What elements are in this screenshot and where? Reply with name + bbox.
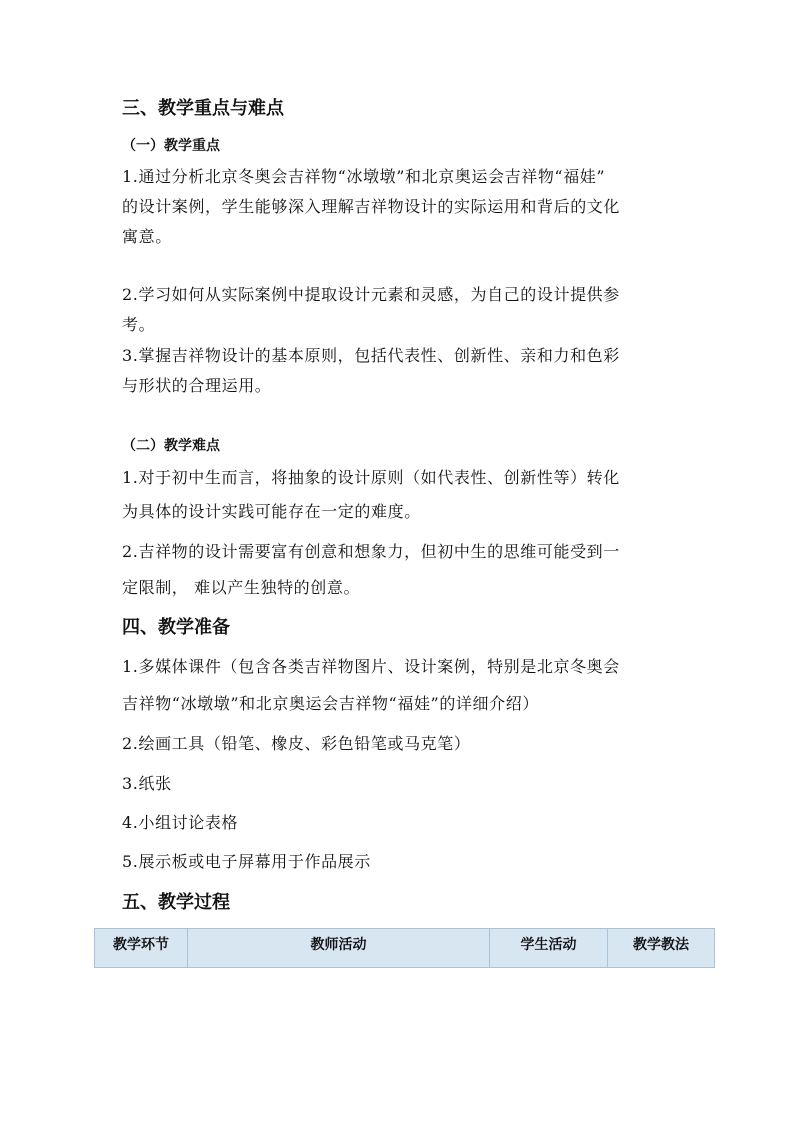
table-header-stage: 教学环节 — [95, 929, 188, 967]
key-point-line-7: 与形状的合理运用。 — [122, 376, 272, 395]
prep-line-3: 2.绘画工具（铅笔、橡皮、彩色铅笔或马克笔） — [122, 734, 471, 753]
subsection-title-key-points: （一）教学重点 — [122, 138, 220, 154]
difficulty-line-2: 为具体的设计实践可能存在一定的难度。 — [122, 502, 421, 521]
key-point-line-3: 寓意。 — [122, 227, 172, 246]
prep-line-1: 1.多媒体课件（包含各类吉祥物图片、设计案例，特别是北京冬奥会 — [122, 657, 620, 676]
section-heading-4: 四、教学准备 — [122, 617, 230, 638]
prep-line-4: 3.纸张 — [122, 774, 172, 793]
key-point-line-1: 1.通过分析北京冬奥会吉祥物“冰墩墩”和北京奥运会吉祥物“福娃” — [122, 167, 606, 186]
table-header-teacher-activity: 教师活动 — [188, 929, 490, 967]
section-heading-3: 三、教学重点与难点 — [122, 98, 284, 119]
section-heading-5: 五、教学过程 — [122, 892, 230, 913]
difficulty-line-1: 1.对于初中生而言，将抽象的设计原则（如代表性、创新性等）转化 — [122, 468, 620, 487]
difficulty-line-4: 定限制， 难以产生独特的创意。 — [122, 578, 361, 597]
key-point-line-5: 考。 — [122, 315, 156, 334]
difficulty-line-3: 2.吉祥物的设计需要富有创意和想象力，但初中生的思维可能受到一 — [122, 542, 620, 561]
prep-line-5: 4.小组讨论表格 — [122, 813, 239, 832]
key-point-line-4: 2.学习如何从实际案例中提取设计元素和灵感，为自己的设计提供参 — [122, 285, 620, 304]
prep-line-2: 吉祥物“冰墩墩”和北京奥运会吉祥物“福娃”的详细介绍） — [122, 694, 539, 713]
key-point-line-6: 3.掌握吉祥物设计的基本原则，包括代表性、创新性、亲和力和色彩 — [122, 346, 620, 365]
prep-line-6: 5.展示板或电子屏幕用于作品展示 — [122, 852, 371, 871]
table-header-student-activity: 学生活动 — [490, 929, 608, 967]
subsection-title-difficulties: （二）教学难点 — [122, 438, 220, 454]
key-point-line-2: 的设计案例，学生能够深入理解吉祥物设计的实际运用和背后的文化 — [122, 197, 621, 216]
teaching-process-table-header — [94, 928, 715, 968]
table-header-teaching-method: 教学教法 — [633, 937, 689, 953]
